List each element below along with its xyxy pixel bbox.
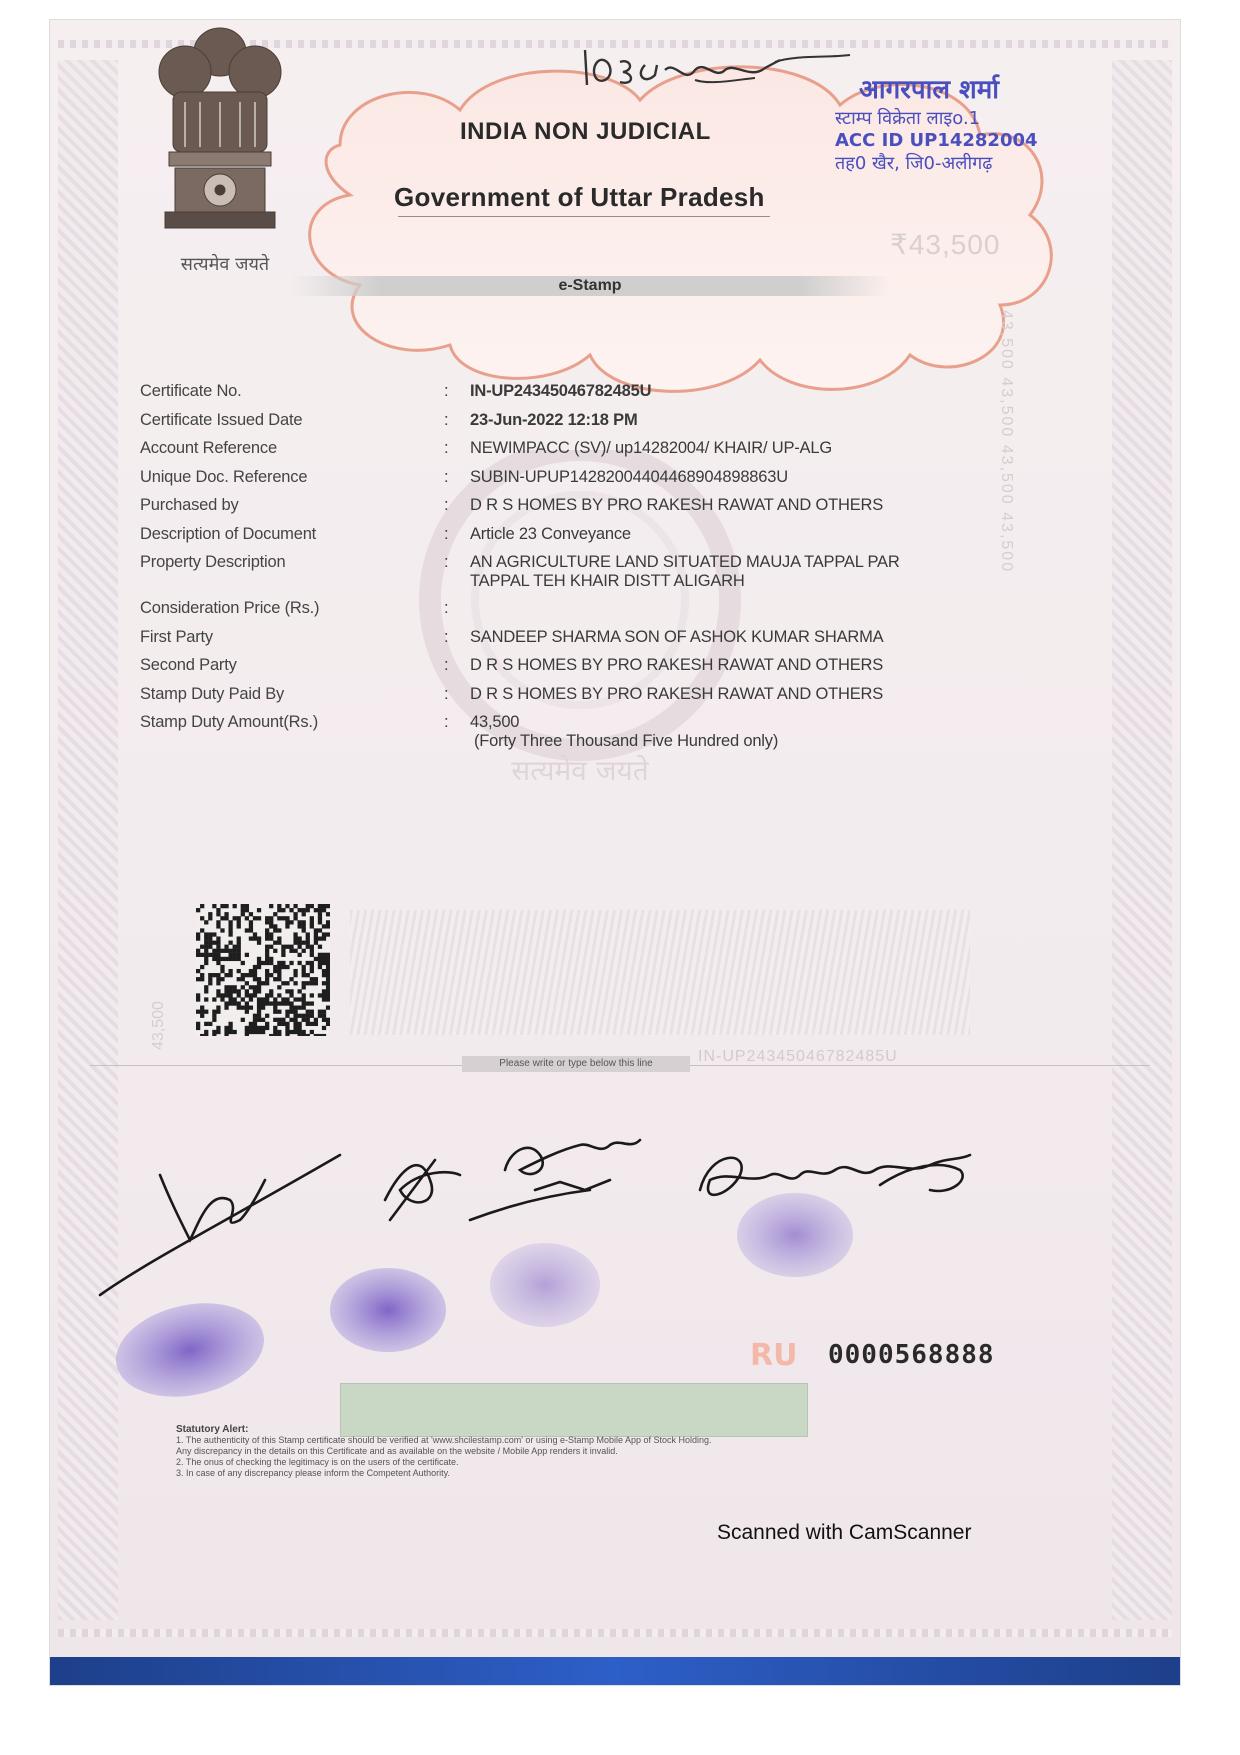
handwritten-register-note <box>575 40 855 110</box>
field-row-account-reference <box>140 439 1000 468</box>
field-label: Description of Document <box>140 524 317 543</box>
e-stamp-band: e-Stamp <box>290 276 890 296</box>
statutory-alert-title: Statutory Alert: <box>176 1424 249 1435</box>
field-label: Stamp Duty Paid By <box>140 684 285 703</box>
stamp-duty-amount-words: (Forty Three Thousand Five Hundred only) <box>474 732 779 750</box>
field-value <box>470 713 970 751</box>
statutory-alert-line: 3. In case of any discrepancy please inform the Competent Authority. <box>176 1468 450 1478</box>
statutory-alert <box>176 1424 896 1479</box>
vendor-license: स्टाम्प विक्रेता लाइo.1 <box>835 108 981 129</box>
field-colon: : <box>444 524 449 543</box>
field-colon: : <box>444 467 449 486</box>
field-row-first-party <box>140 628 1000 657</box>
ashoka-emblem-icon <box>145 12 295 262</box>
field-row-certificate-no <box>140 382 1000 411</box>
thumbprint-icon <box>107 1193 853 1410</box>
field-value: NEWIMPACC (SV)/ up14282004/ KHAIR/ UP-ALG <box>470 439 832 457</box>
vendor-acc-id: ACC ID UP14282004 <box>835 130 1038 151</box>
field-row-unique-doc-reference <box>140 468 1000 497</box>
security-stripe <box>50 1657 1180 1685</box>
title-india-non-judicial: INDIA NON JUDICIAL <box>460 118 711 145</box>
field-row-stamp-duty-paid-by <box>140 685 1000 714</box>
field-colon: : <box>444 684 449 703</box>
field-value: D R S HOMES BY PRO RAKESH RAWAT AND OTHERS <box>470 496 884 514</box>
certificate-no-watermark: IN-UP24345046782485U <box>698 1048 898 1065</box>
field-value: IN-UP24345046782485U <box>470 382 652 400</box>
field-label: Property Description <box>140 553 286 571</box>
field-label: Consideration Price (Rs.) <box>140 599 320 617</box>
field-colon: : <box>444 656 449 674</box>
vendor-stamp <box>835 70 1075 175</box>
qr-code <box>196 904 330 1036</box>
serial-prefix: RU <box>750 1338 798 1373</box>
field-label: Certificate Issued Date <box>140 410 303 429</box>
field-label: Purchased by <box>140 496 239 514</box>
field-value: 23-Jun-2022 12:18 PM <box>470 410 638 429</box>
field-colon: : <box>444 382 449 400</box>
field-row-property-description <box>140 553 1000 599</box>
amount-watermark: ₹43,500 <box>890 229 1001 260</box>
serial-number <box>750 1338 1000 1372</box>
field-value: D R S HOMES BY PRO RAKESH RAWAT AND OTHERS <box>470 684 884 703</box>
title-underline <box>398 216 770 217</box>
field-colon: : <box>444 713 449 731</box>
field-label: Certificate No. <box>140 382 242 400</box>
vendor-name: आगरपाल शर्मा <box>859 75 999 105</box>
field-row-stamp-duty-amount <box>140 713 1000 761</box>
certificate-details <box>140 382 1000 761</box>
serial-digits: 0000568888 <box>828 1340 995 1370</box>
statutory-alert-line: 1. The authenticity of this Stamp certificate should be verified at 'www.shcilestamp.com' or using e-Stamp Mobile App of Stock Holding. <box>176 1435 712 1445</box>
field-row-issued-date <box>140 411 1000 440</box>
signatures-area <box>90 1110 1090 1430</box>
camscanner-footer: Scanned with CamScanner <box>717 1521 972 1544</box>
cut-line-label: Please write or type below this line <box>462 1056 690 1072</box>
field-row-purchased-by <box>140 496 1000 525</box>
guilloche-border-bottom <box>58 1629 1172 1637</box>
field-row-description-of-document <box>140 525 1000 554</box>
statutory-alert-line: 2. The onus of checking the legitimacy is on the users of the certificate. <box>176 1457 459 1467</box>
statutory-alert-line: Any discrepancy in the details on this Certificate and as available on the website / Mobile App renders it invalid. <box>176 1446 618 1456</box>
stamp-duty-amount: 43,500 <box>470 713 520 731</box>
vendor-location: तह0 खैर, जि0-अलीगढ़ <box>835 153 993 174</box>
field-label: Unique Doc. Reference <box>140 467 308 486</box>
vertical-amount-watermark: 43,500 43,500 43,500 43,500 <box>998 310 1015 574</box>
field-value: AN AGRICULTURE LAND SITUATED MAUJA TAPPAL PAR TAPPAL TEH KHAIR DISTT ALIGARH <box>470 553 900 590</box>
field-value: Article 23 Conveyance <box>470 524 631 543</box>
field-colon: : <box>444 410 449 429</box>
field-colon: : <box>444 496 449 514</box>
field-row-consideration-price <box>140 599 1000 628</box>
emblem-motto: सत्यमेव जयते <box>180 254 270 275</box>
field-colon: : <box>444 599 449 617</box>
seal-watermark-text: सत्यमेव जयते <box>511 754 649 787</box>
guilloche-panel <box>350 910 970 1035</box>
field-label: Stamp Duty Amount(Rs.) <box>140 713 319 731</box>
field-value: SANDEEP SHARMA SON OF ASHOK KUMAR SHARMA <box>470 627 884 646</box>
field-colon: : <box>444 439 449 457</box>
field-label: Second Party <box>140 656 237 674</box>
field-row-second-party <box>140 656 1000 685</box>
field-value: D R S HOMES BY PRO RAKESH RAWAT AND OTHERS <box>470 656 884 674</box>
vertical-amount-watermark-small: 43,500 <box>150 1001 167 1050</box>
field-colon: : <box>444 627 449 646</box>
field-colon: : <box>444 553 449 571</box>
title-government: Government of Uttar Pradesh <box>394 182 765 212</box>
field-label: First Party <box>140 627 213 646</box>
field-value: SUBIN-UPUP14282004404468904898863U <box>470 467 788 486</box>
field-label: Account Reference <box>140 439 277 457</box>
